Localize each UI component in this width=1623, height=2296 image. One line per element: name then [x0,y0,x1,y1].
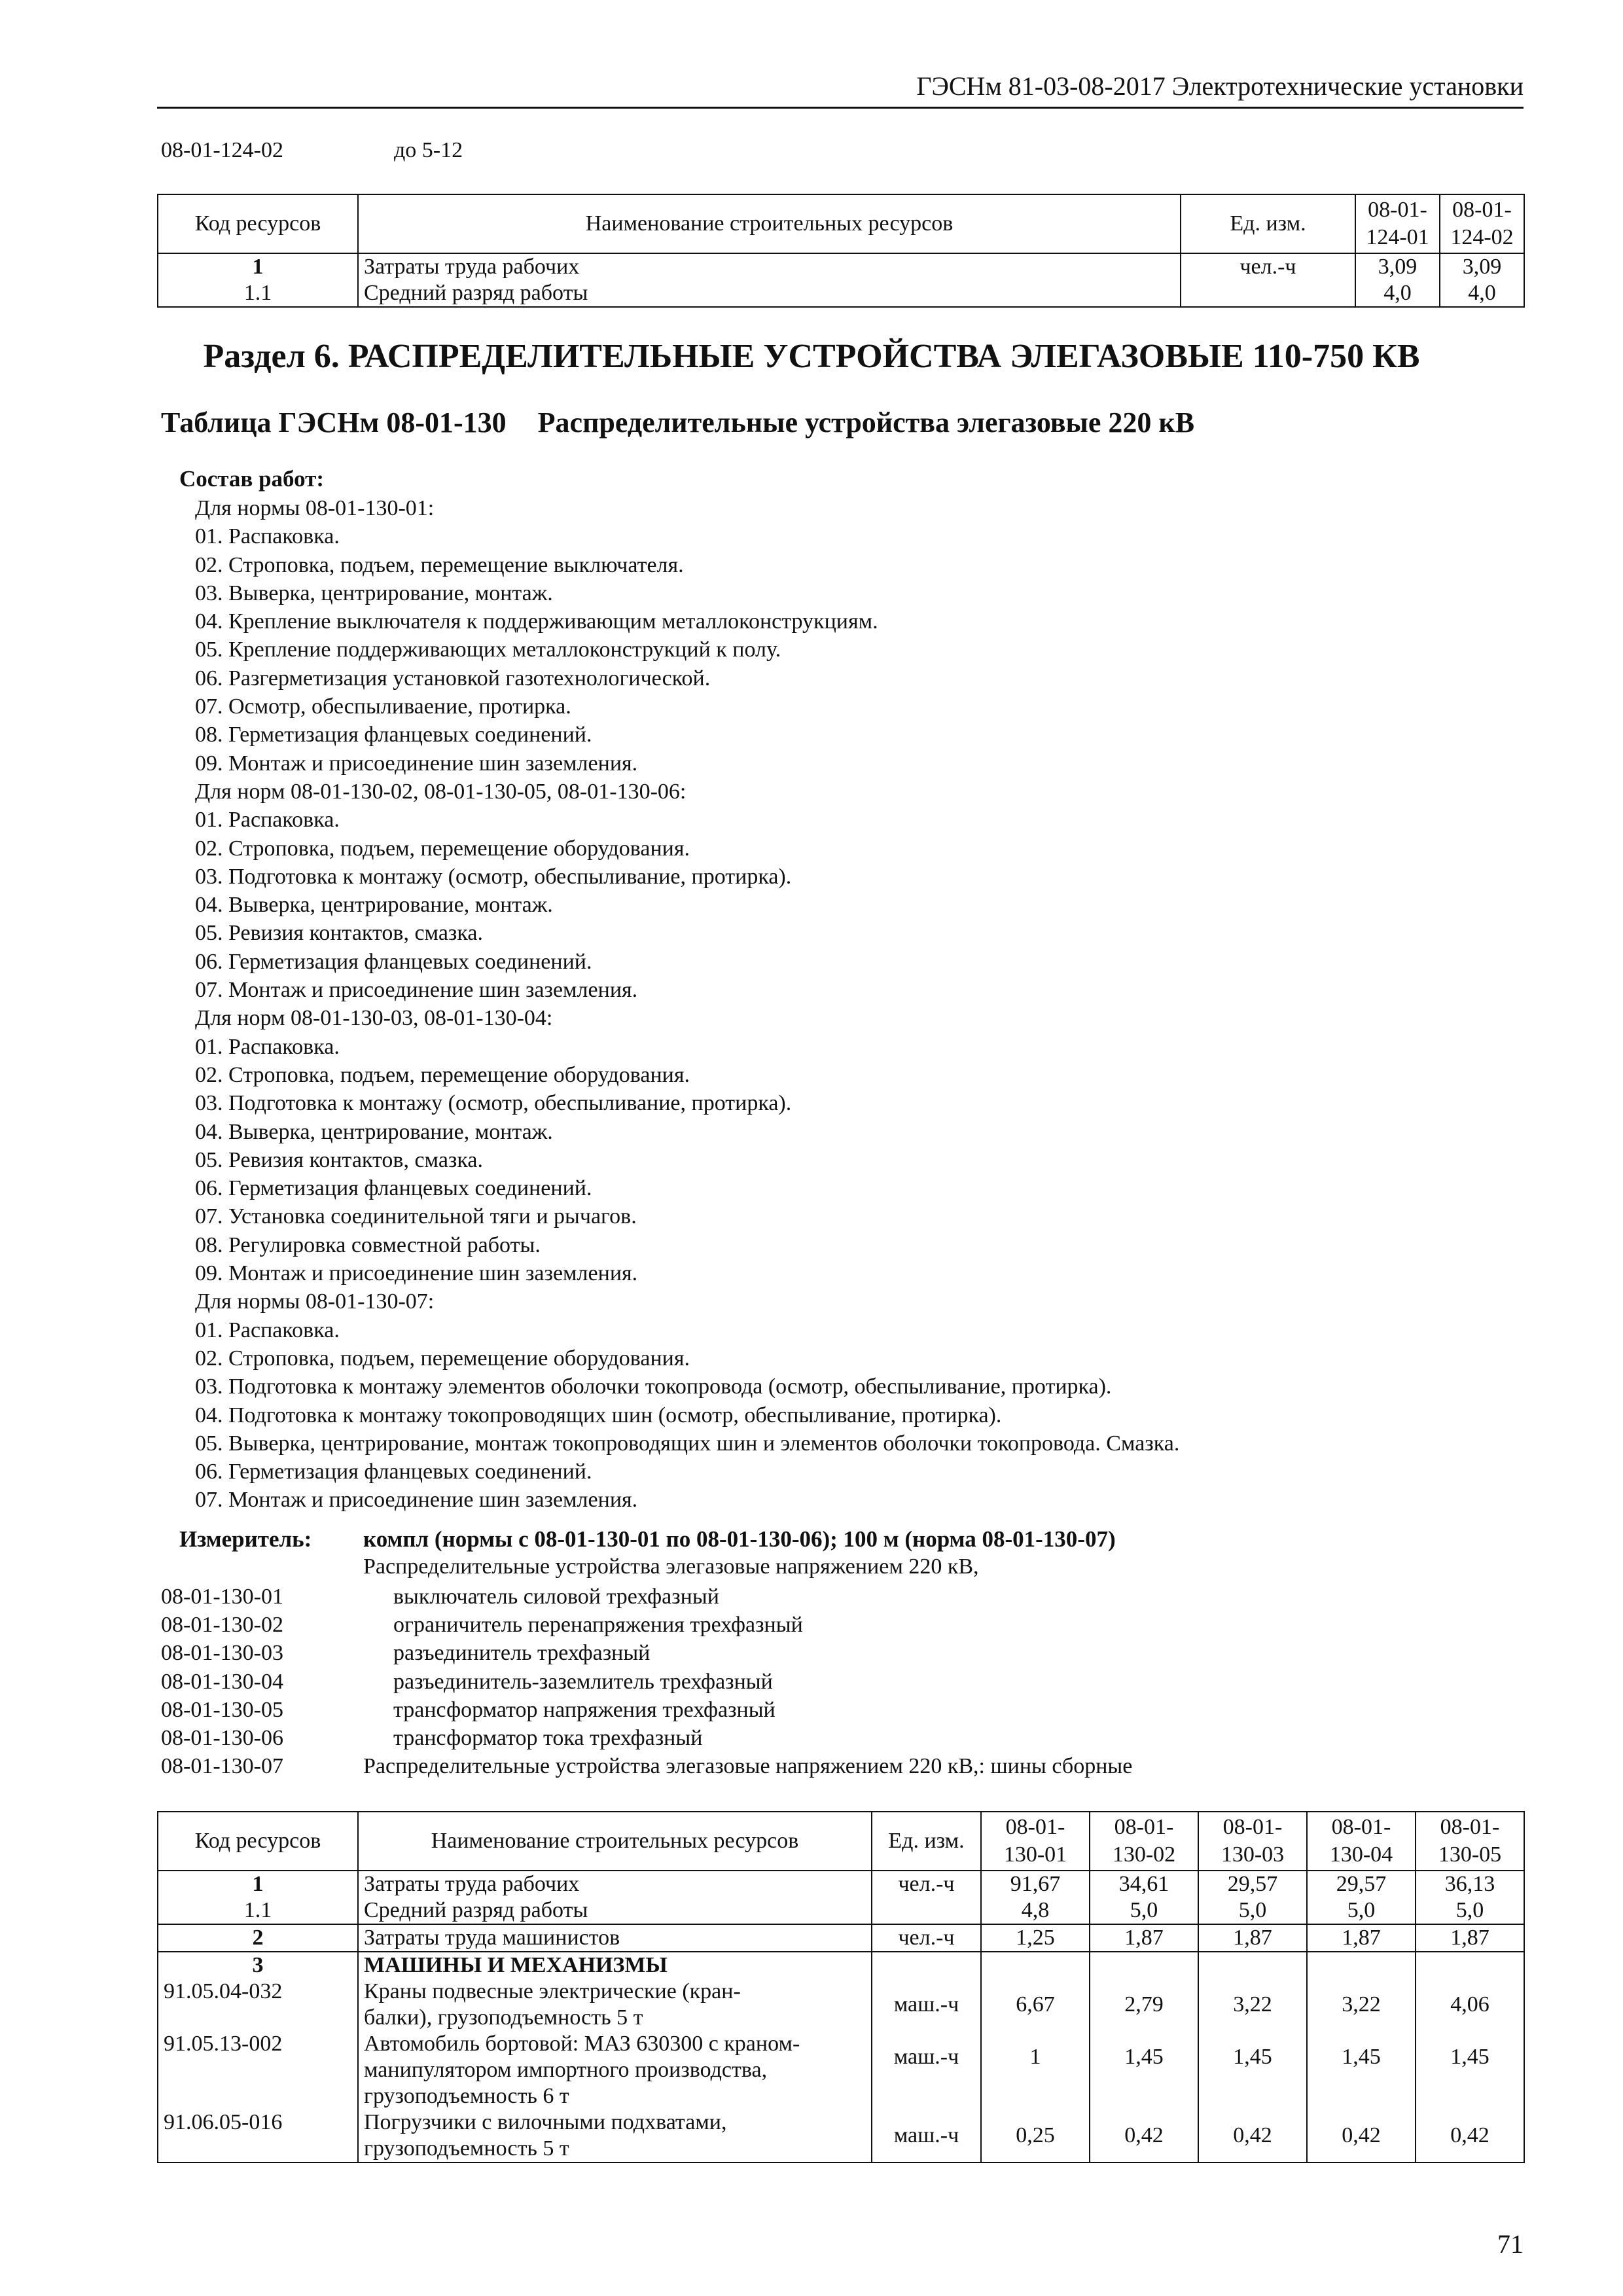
table-title-name: Распределительные устройства элегазовые 220 кВ [537,406,1195,439]
table-row [158,1952,1524,1979]
cell-value: 2,79 [1090,1979,1198,2031]
work-item: 03. Подготовка к монтажу (осмотр, обеспыливание, протирка). [195,864,792,889]
measure-intro: Распределительные устройства элегазовые напряжением 220 кВ, [363,1554,979,1579]
cell-code: 1 [158,1871,358,1897]
work-item: 04. Крепление выключателя к поддерживающим металлоконструкциям. [195,609,878,634]
table-row: 1 Затраты труда рабочих чел.-ч 3,09 3,09 [158,253,1524,280]
work-item: 09. Монтаж и присоединение шин заземления. [195,1261,638,1286]
col-header-norm: 08-01- 130-03 [1198,1812,1307,1871]
cell-unit: маш.-ч [872,2109,981,2162]
measure-item-desc: трансформатор напряжения трехфазный [393,1697,776,1722]
cell-value: 3,22 [1198,1979,1307,2031]
table-row [158,1897,1524,1924]
cell-code: 91.05.13-002 [158,2031,358,2109]
work-item: 06. Герметизация фланцевых соединений. [195,1176,592,1201]
work-item: Для нормы 08-01-130-01: [195,496,435,520]
section-title: Раздел 6. РАСПРЕДЕЛИТЕЛЬНЫЕ УСТРОЙСТВА ЭЛЕГАЗОВЫЕ 110-750 КВ [203,338,1420,375]
cell-value [1198,1952,1307,1979]
prev-norm-code: 08-01-124-02 [161,138,283,162]
cell-unit [872,1897,981,1924]
page-number: 71 [1497,2229,1524,2259]
cell-unit: чел.-ч [872,1871,981,1897]
measure-item-code: 08-01-130-07 [161,1754,283,1779]
col-header-norm: 08-01- 130-01 [981,1812,1090,1871]
work-item: Для норм 08-01-130-02, 08-01-130-05, 08-01-130-06: [195,779,687,804]
cell-value: 1,87 [1416,1924,1524,1952]
measure-unit: компл (нормы с 08-01-130-01 по 08-01-130-06); 100 м (норма 08-01-130-07) [363,1526,1116,1552]
cell-value: 5,0 [1307,1897,1416,1924]
work-item: 07. Монтаж и присоединение шин заземления. [195,978,638,1003]
measure-item-code: 08-01-130-01 [161,1585,283,1609]
cell-unit: маш.-ч [872,1979,981,2031]
col-header-name: Наименование строительных ресурсов [358,1812,872,1871]
cell-name: Затраты труда рабочих [358,1871,872,1897]
work-item: 07. Монтаж и присоединение шин заземления. [195,1488,638,1513]
works-list [195,494,1179,1515]
cell-value: 0,42 [1090,2109,1198,2162]
cell-value: 1,45 [1090,2031,1198,2109]
cell-value: 34,61 [1090,1871,1198,1897]
measure-item-desc: выключатель силовой трехфазный [393,1585,719,1609]
work-item: 01. Распаковка. [195,1034,340,1059]
col-header-code: Код ресурсов [158,194,358,253]
work-item: 03. Подготовка к монтажу (осмотр, обеспыливание, протирка). [195,1091,792,1116]
cell-value [1416,1952,1524,1979]
cell-name: Краны подвесные электрические (кран- балки), грузоподъемность 5 т [358,1979,872,2031]
cell-unit: чел.-ч [872,1924,981,1952]
cell-value: 3,22 [1307,1979,1416,2031]
table-row [158,1924,1524,1952]
work-item: 05. Ревизия контактов, смазка. [195,921,483,946]
col-header-name: Наименование строительных ресурсов [358,194,1181,253]
work-item: 06. Герметизация фланцевых соединений. [195,1460,592,1484]
measure-item-desc: разъединитель трехфазный [393,1641,651,1666]
cell-name: Средний разряд работы [358,1897,872,1924]
work-item: 06. Разгерметизация установкой газотехнологической. [195,666,711,691]
col-header-code: Код ресурсов [158,1812,358,1871]
works-title: Состав работ: [179,466,324,492]
header-rule [157,107,1524,109]
measure-item-code: 08-01-130-03 [161,1641,283,1666]
cell-value: 36,13 [1416,1871,1524,1897]
work-item: 05. Крепление поддерживающих металлоконструкций к полу. [195,637,781,662]
work-item: 02. Строповка, подъем, перемещение оборудования. [195,1062,690,1087]
cell-name: Погрузчики с вилочными подхватами, грузоподъемность 5 т [358,2109,872,2162]
cell-code: 91.06.05-016 [158,2109,358,2162]
resources-table-130 [157,1811,1525,2163]
col-header-unit: Ед. изм. [872,1812,981,1871]
work-item: 04. Выверка, центрирование, монтаж. [195,1119,553,1144]
col-header-unit: Ед. изм. [1181,194,1355,253]
prev-norm-desc: до 5-12 [394,138,463,162]
work-item: 01. Распаковка. [195,1318,340,1342]
work-item: 02. Строповка, подъем, перемещение оборудования. [195,836,690,861]
cell-code: 1.1 [158,1897,358,1924]
cell-value: 1,25 [981,1924,1090,1952]
work-item: 03. Подготовка к монтажу элементов оболочки токопровода (осмотр, обеспыливание, протирка). [195,1374,1112,1399]
measure-item-desc: разъединитель-заземлитель трехфазный [393,1669,773,1694]
cell-value: 1,45 [1198,2031,1307,2109]
table-row [158,2031,1524,2109]
measure-item-code: 08-01-130-02 [161,1613,283,1638]
cell-value: 1,87 [1090,1924,1198,1952]
cell-value: 1,45 [1416,2031,1524,2109]
running-header: ГЭСНм 81-03-08-2017 Электротехнические установки [916,71,1524,101]
work-item: 01. Распаковка. [195,524,340,549]
work-item: 03. Выверка, центрирование, монтаж. [195,581,553,605]
cell-value [981,1952,1090,1979]
cell-value: 1,45 [1307,2031,1416,2109]
col-header-norm: 08-01- 130-02 [1090,1812,1198,1871]
work-item: Для нормы 08-01-130-07: [195,1289,435,1314]
cell-value: 29,57 [1198,1871,1307,1897]
work-item: 02. Строповка, подъем, перемещение оборудования. [195,1346,690,1371]
cell-value: 1,87 [1198,1924,1307,1952]
work-item: 07. Установка соединительной тяги и рычагов. [195,1204,637,1229]
cell-value: 4,8 [981,1897,1090,1924]
work-item: 06. Герметизация фланцевых соединений. [195,949,592,974]
table-title [161,406,1194,439]
cell-name: Автомобиль бортовой: МАЗ 630300 с краном- манипулятором импортного производства, грузоподъемность 6 т [358,2031,872,2109]
measure-item-code: 08-01-130-05 [161,1697,283,1722]
cell-code: 91.05.04-032 [158,1979,358,2031]
cell-value: 0,25 [981,2109,1090,2162]
cell-value [1307,1952,1416,1979]
work-item: 05. Выверка, центрирование, монтаж токопроводящих шин и элементов оболочки токопровода. Смазка. [195,1431,1180,1456]
work-item: 01. Распаковка. [195,808,340,833]
cell-value: 5,0 [1090,1897,1198,1924]
cell-value: 4,06 [1416,1979,1524,2031]
table-row [158,2109,1524,2162]
col-header-norm: 08-01- 124-01 [1355,194,1440,253]
work-item: 09. Монтаж и присоединение шин заземления. [195,751,638,776]
col-header-norm: 08-01- 130-05 [1416,1812,1524,1871]
table-title-code: Таблица ГЭСНм 08-01-130 [161,406,507,439]
work-item: 08. Регулировка совместной работы. [195,1232,541,1257]
work-item: 08. Герметизация фланцевых соединений. [195,723,592,747]
cell-value: 1 [981,2031,1090,2109]
cell-value [1090,1952,1198,1979]
cell-value: 29,57 [1307,1871,1416,1897]
measure-item-code: 08-01-130-04 [161,1669,283,1694]
work-item: 04. Подготовка к монтажу токопроводящих шин (осмотр, обеспыливание, протирка). [195,1403,1002,1427]
table-row [158,1979,1524,2031]
cell-value: 0,42 [1307,2109,1416,2162]
work-item: 02. Строповка, подъем, перемещение выключателя. [195,552,684,577]
table-row: 1.1 Средний разряд работы 4,0 4,0 [158,280,1524,307]
cell-value: 91,67 [981,1871,1090,1897]
col-header-norm: 08-01- 130-04 [1307,1812,1416,1871]
cell-unit [872,1952,981,1979]
cell-name: Затраты труда машинистов [358,1924,872,1952]
measure-item-desc: трансформатор тока трехфазный [393,1725,703,1750]
measure-label: Измеритель: [179,1526,312,1552]
cell-value: 6,67 [981,1979,1090,2031]
resources-table-124 [157,194,1525,308]
measure-item-desc: ограничитель перенапряжения трехфазный [393,1613,803,1638]
cell-value: 5,0 [1416,1897,1524,1924]
work-item: 04. Выверка, центрирование, монтаж. [195,893,553,918]
cell-value: 1,87 [1307,1924,1416,1952]
cell-code: 3 [158,1952,358,1979]
table-row [158,1871,1524,1897]
cell-unit: маш.-ч [872,2031,981,2109]
work-item: 05. Ревизия контактов, смазка. [195,1147,483,1172]
cell-name: МАШИНЫ И МЕХАНИЗМЫ [358,1952,872,1979]
measure-item-code: 08-01-130-06 [161,1725,283,1750]
work-item: Для норм 08-01-130-03, 08-01-130-04: [195,1006,553,1031]
col-header-norm: 08-01- 124-02 [1440,194,1524,253]
cell-value: 0,42 [1198,2109,1307,2162]
cell-code: 2 [158,1924,358,1952]
measure-item-desc: Распределительные устройства элегазовые напряжением 220 кВ,: шины сборные [363,1754,1133,1779]
cell-value: 5,0 [1198,1897,1307,1924]
work-item: 07. Осмотр, обеспыливаение, протирка. [195,694,571,719]
cell-value: 0,42 [1416,2109,1524,2162]
